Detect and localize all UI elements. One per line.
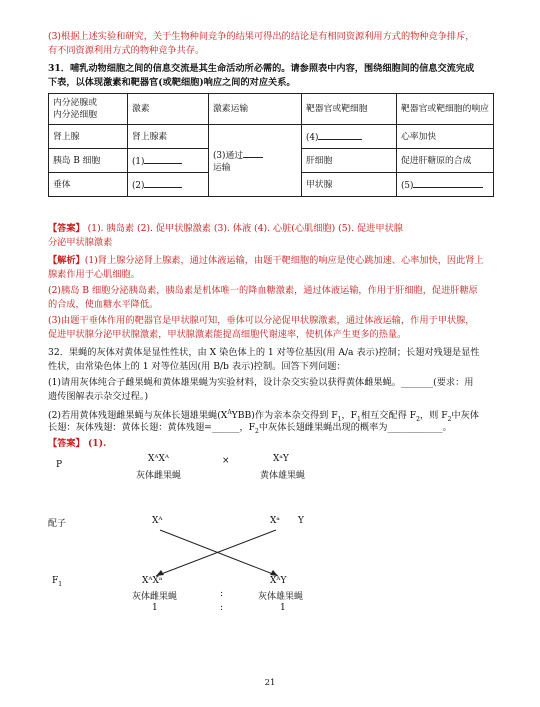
header-cell-hormone: 激素 <box>128 94 209 125</box>
blank-line <box>144 154 182 164</box>
header-gland-line2: 内分泌细胞 <box>53 110 97 120</box>
q31-analysis-line3: (2)胰岛 B 细胞分泌胰岛素，胰岛素是机体唯一的降血糖激素，通过体液运输，作用于肝细胞，促进肝糖原 <box>48 285 478 296</box>
q32-answer-line <box>48 437 494 450</box>
q31-stem-line1: 31．哺乳动物细胞之间的信息交流是其生命活动所必需的。请参照表中内容，围绕细胞间的信息交流完成 <box>48 63 475 74</box>
cross-arrow-line <box>160 530 278 576</box>
answer-tag: 【答案】 <box>48 438 85 449</box>
blank-line <box>413 178 483 188</box>
header-cell-target: 靶器官或靶细胞 <box>302 94 397 125</box>
cell-gland: 肾上腺 <box>49 125 128 149</box>
row-label-gamete: 配子 <box>48 519 67 529</box>
row-label-p: P <box>56 460 63 470</box>
parent-female-genotype: XᴬXᴬ <box>148 454 169 464</box>
offspring-ratio: 1 <box>280 603 286 613</box>
gamete-male-x: Xᵃ <box>270 516 280 526</box>
table-header-row <box>49 94 494 125</box>
blank-line <box>243 148 263 158</box>
cross-arrow-line <box>156 530 276 576</box>
cell-transport <box>209 125 302 197</box>
cell-hormone: 肾上腺素 <box>128 125 209 149</box>
cell-response: 心率加快 <box>397 125 494 149</box>
blank-line <box>144 178 182 188</box>
header-gland-line1: 内分泌腺或 <box>53 98 97 108</box>
q31-analysis-line2: 腺素作用于心肌细胞。 <box>48 269 140 280</box>
q32-q2-line1: (2)若用黄体残翅雌果蝇与灰体长翅雄果蝇$(X^AYBB)$作为亲本杂交得到 $F_1$，$F_1$相互交配得 $F_2$，则 $F_2$中灰体 <box>48 409 479 423</box>
header-cell-response: 靶器官或靶细胞的响应 <box>397 94 494 125</box>
q30-conclusion-line1: (3)根据上述实验和研究，关于生物种间竞争的结果可得出的结论是有相同资源利用方式的物种竞争排斥， <box>48 31 475 42</box>
offspring-phenotype: 灰体雄果蝇 <box>258 592 304 602</box>
transport-prefix: (3)通过 <box>213 150 244 161</box>
gamete-female: Xᴬ <box>152 516 163 526</box>
cell-hormone-label: (2) <box>132 180 145 191</box>
q32-stem-line3: (1)请用灰体纯合子雌果蝇和黄体雄果蝇为实验材料，设计杂交实验以获得黄体雌果蝇。_______(要求：用 <box>48 377 474 388</box>
cell-gland: 垂体 <box>49 173 128 197</box>
ratio-separator: : <box>220 589 224 599</box>
q32-stem-line4: 遗传图解表示杂交过程。) <box>48 391 149 402</box>
header-cell-gland <box>49 94 128 125</box>
transport-suffix: 运输 <box>213 162 231 173</box>
q31-answer-line1 <box>48 222 494 235</box>
cell-response <box>397 173 494 197</box>
q31-table <box>48 93 494 197</box>
genetic-cross-diagram <box>48 452 494 627</box>
cell-hormone-label: (1) <box>132 156 145 167</box>
cell-hormone <box>128 149 209 173</box>
q30-conclusion-line2: 有不同资源利用方式的物种竞争共存。 <box>48 45 205 56</box>
header-cell-transport: 激素运输 <box>209 94 302 125</box>
q32-stem-line1: 32．果蝇的灰体对黄体是显性性状，由 X 染色体上的 1 对等位基因(用 A/a 表示)控制；长翅对残翅是显性 <box>48 347 480 358</box>
cell-target: 肝细胞 <box>302 149 397 173</box>
q31-answer-text: (1). 胰岛素 (2). 促甲状腺激素 (3). 体液 (4). 心脏(心肌细胞) (5). 促进甲状腺 <box>84 223 403 234</box>
q31-analysis-line1 <box>48 254 494 267</box>
cell-target-label: (4) <box>306 132 319 143</box>
cell-gland: 胰岛 B 细胞 <box>49 149 128 173</box>
cell-target <box>302 125 397 149</box>
q31-answer-line2: 分泌甲状腺激素 <box>48 237 113 248</box>
analysis-tag: 【解析】 <box>48 255 85 266</box>
q31-analysis-line4: 的合成，使血糖水平降低。 <box>48 299 159 310</box>
analysis-text: (1)肾上腺分泌肾上腺素，通过体液运输，由题干靶细胞的响应是使心跳加速、心率加快，因此肾上 <box>84 255 484 266</box>
parent-male-phenotype: 黄体雄果蝇 <box>260 471 306 481</box>
q32-answer-text: (1). <box>84 438 107 449</box>
gamete-male-y: Y <box>298 516 304 526</box>
blank-line <box>318 130 362 140</box>
cell-response-label: (5) <box>401 180 414 191</box>
cross-symbol: × <box>222 456 230 466</box>
offspring-genotype: XᴬY <box>270 576 287 586</box>
cell-hormone <box>128 173 209 197</box>
q32-q2-line2: 长翅：灰体残翅：黄体长翅：黄体残翅=______，$F_2$中灰体长翅雌果蝇出现的概率为____________。 <box>48 422 452 435</box>
table-row <box>49 125 494 149</box>
page-number: 21 <box>264 678 276 688</box>
offspring-genotype: XᴬXᵃ <box>142 576 163 586</box>
ratio-separator: : <box>220 603 224 613</box>
q31-analysis-line6: 促进甲状腺分泌甲状腺激素，甲状腺激素能提高细胞代谢速率，使机体产生更多的热量。 <box>48 329 407 340</box>
answer-tag: 【答案】 <box>48 223 85 234</box>
cell-response: 促进肝糖原的合成 <box>397 149 494 173</box>
q31-stem-line2: 下表，以体现激素和靶器官(或靶细胞)响应之间的对应关系。 <box>48 77 296 88</box>
q31-analysis-line5: (3)由题干垂体作用的靶器官是甲状腺可知，垂体可以分泌促甲状腺激素，通过体液运输，作用于甲状腺， <box>48 315 475 326</box>
row-label-f1: $F_1$ <box>52 576 63 588</box>
cell-target: 甲状腺 <box>302 173 397 197</box>
q32-stem-line2: 性状，由常染色体上的 1 对等位基因(用 B/b 表示)控制。回答下列问题： <box>48 361 346 372</box>
parent-male-genotype: XᵃY <box>273 454 289 464</box>
offspring-ratio: 1 <box>152 603 158 613</box>
parent-female-phenotype: 灰体雌果蝇 <box>136 471 182 481</box>
offspring-phenotype: 灰体雌果蝇 <box>132 592 178 602</box>
